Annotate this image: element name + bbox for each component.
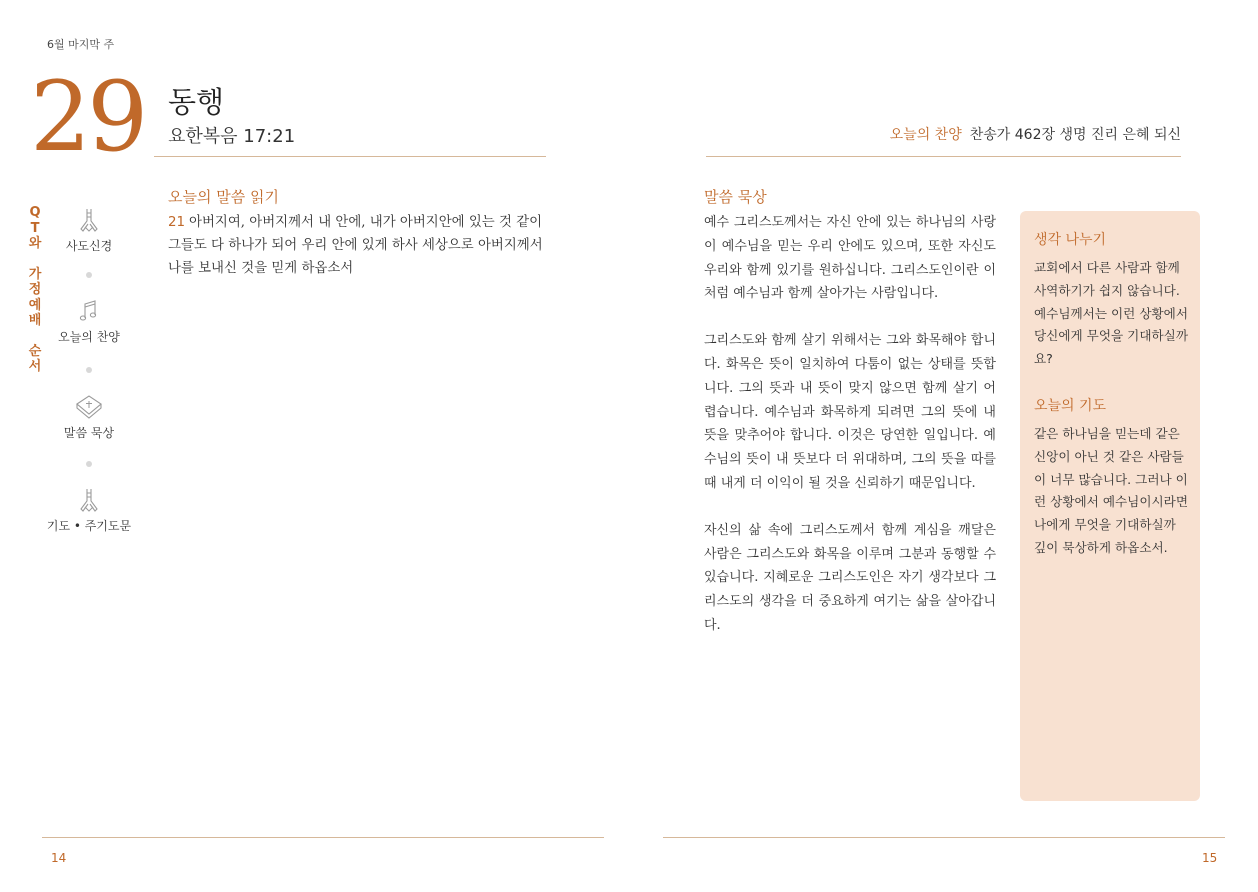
scripture-reference: 요한복음 17:21 [168, 126, 296, 147]
day-number: 29 [30, 61, 145, 173]
hymn-label: 오늘의 찬양 [889, 127, 962, 143]
page-number-right: 15 [1202, 851, 1218, 865]
share-heading: 생각 나누기 [1034, 232, 1107, 248]
footer-divider-left [42, 837, 604, 838]
page-number-left: 14 [51, 851, 67, 865]
step-todays-hymn [39, 296, 139, 345]
step-separator-dot [86, 461, 92, 467]
meditation-body [704, 211, 996, 661]
vertical-section-title: Q T 와 가 정 예 배 순 서 [28, 205, 42, 374]
reading-passage [168, 211, 548, 280]
meditation-paragraph: 자신의 삶 속에 그리스도께서 함께 계심을 깨달은 사람은 그리스도와 화목을 이루며 그분과 동행할 수 있습니다. 지혜로운 그리스도인은 자기 생각보다 그리스도의 생각을 더 중요하게 여기는 삶을 살아갑니다. [704, 522, 996, 633]
verse-number: 21 [168, 215, 186, 230]
step-apostles-creed [39, 205, 139, 254]
verse-text: 아버지여, 아버지께서 내 안에, 내가 아버지안에 있는 것 같이 그들도 다 하나가 되어 우리 안에 있게 하사 세상으로 아버지께서 나를 보내신 것을 믿게 하옵소서 [168, 215, 543, 276]
bible-book-icon [73, 392, 105, 422]
music-note-icon [74, 296, 104, 326]
step-label: 말씀 묵상 [63, 426, 115, 440]
prayer-text: 같은 하나님을 믿는데 같은 신앙이 아닌 것 같은 사람들이 너무 많습니다. 그러나 이런 상황에서 예수님이시라면 나에게 무엇을 기대하실까 깊이 묵상하게 하옵소서. [1034, 425, 1188, 555]
praying-hands-icon [74, 485, 104, 515]
step-separator-dot [86, 272, 92, 278]
praying-hands-icon [74, 205, 104, 235]
step-label: 오늘의 찬양 [58, 330, 120, 344]
step-label: 기도 • 주기도문 [46, 519, 132, 533]
header-divider-left [154, 156, 546, 157]
week-label: 6월 마지막 주 [47, 38, 115, 51]
step-meditation [39, 392, 139, 441]
meditation-paragraph: 예수 그리스도께서는 자신 안에 있는 하나님의 사랑이 예수님을 믿는 우리 안에도 있으며, 또한 자신도 우리와 함께 있기를 원하십니다. 그리스도인이란 이처럼 예수님과 함께 살아가는 사람입니다. [704, 215, 996, 302]
hymn-text: 찬송가 462장 생명 진리 은혜 되신 [969, 127, 1181, 143]
reading-heading: 오늘의 말씀 읽기 [168, 188, 279, 206]
page-title: 동행 [168, 85, 225, 119]
todays-hymn [890, 124, 1181, 144]
footer-divider-right [663, 837, 1225, 838]
reflection-box [1020, 211, 1200, 801]
prayer-heading: 오늘의 기도 [1034, 397, 1107, 414]
step-prayer [39, 485, 139, 534]
step-separator-dot [86, 367, 92, 373]
step-label: 사도신경 [65, 239, 113, 253]
share-text: 교회에서 다른 사람과 함께 사역하기가 쉽지 않습니다. 예수님께서는 이런 상황에서 당신에게 무엇을 기대하실까요? [1034, 260, 1188, 367]
meditation-heading: 말씀 묵상 [704, 188, 767, 206]
header-divider-right [706, 156, 1181, 157]
meditation-paragraph: 그리스도와 함께 살기 위해서는 그와 화목해야 합니다. 화목은 뜻이 일치하여 다툼이 없는 상태를 뜻합니다. 그의 뜻과 내 뜻이 맞지 않으면 함께 살기 어렵습니다. 예수님과 화목하게 되려면 그의 뜻에 내 뜻을 맞추어야 합니다. 이것은 당연한 일입니다. 예수님의 뜻이 내 뜻보다 더 위대하며, 그의 뜻을 따를 때 내게 더 이익이 될 것을 신뢰하기 때문입니다. [704, 333, 996, 491]
